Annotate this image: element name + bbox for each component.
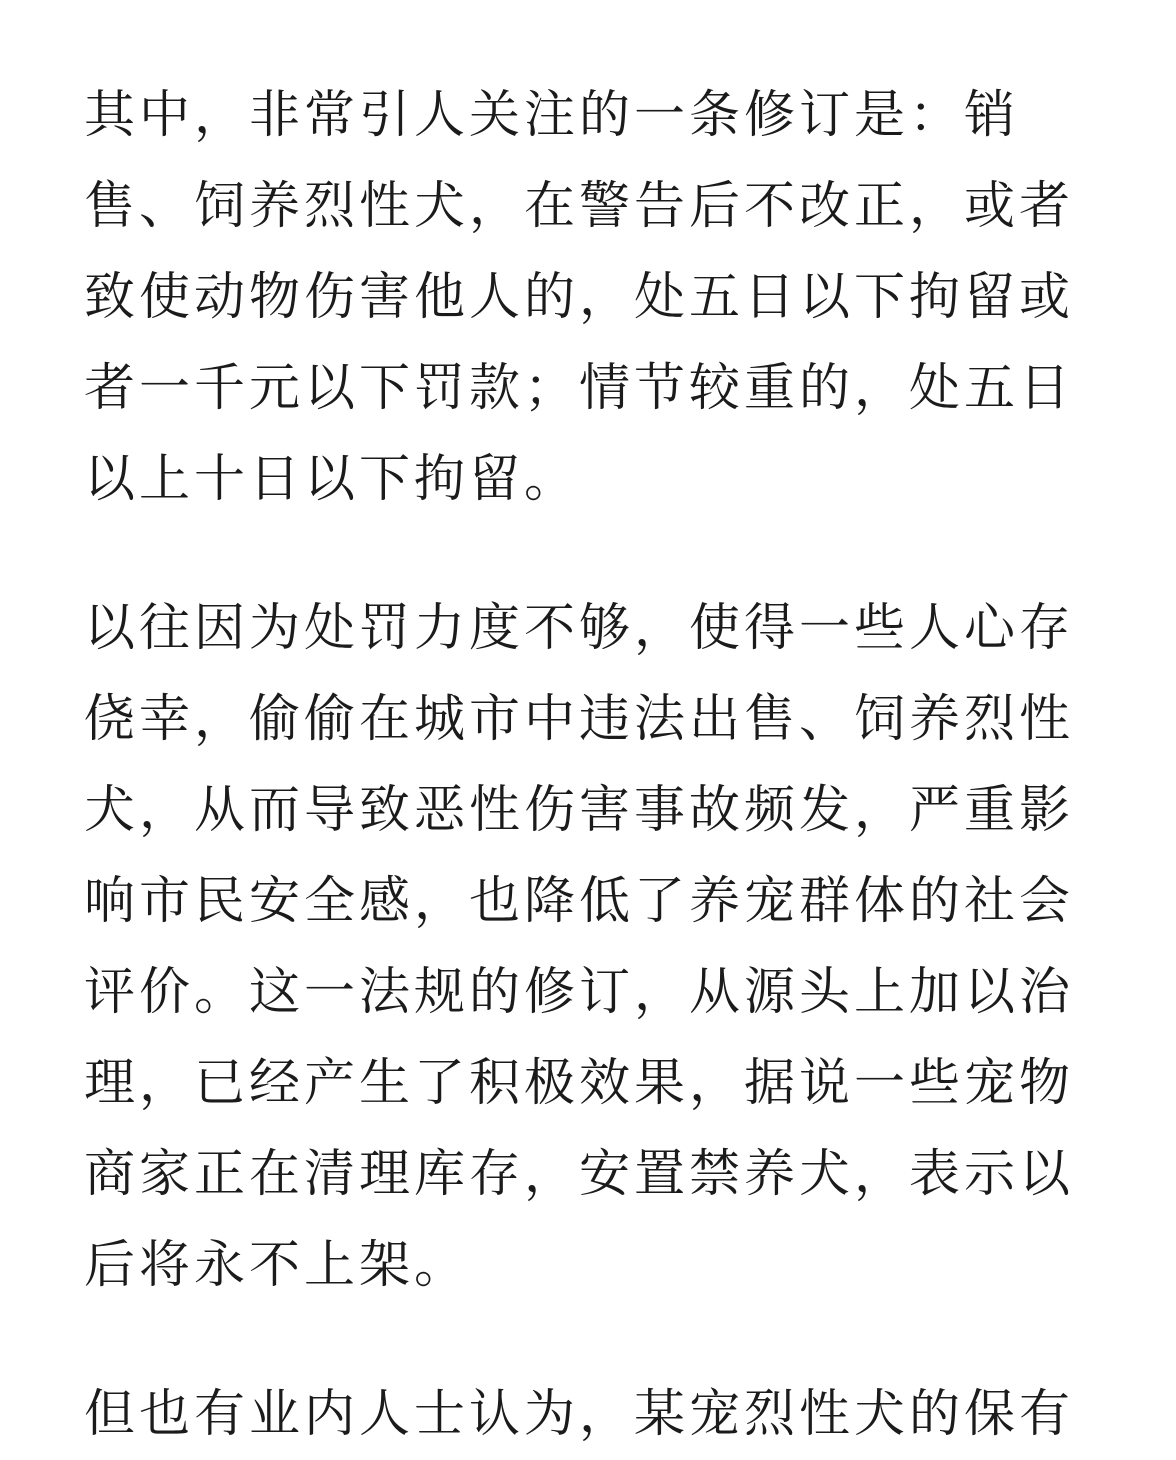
text-line: 响市民安全感，也降低了养宠群体的社会 xyxy=(84,872,1075,931)
text-line: 后将永不上架。 xyxy=(84,1236,470,1295)
article-paragraph-3 xyxy=(84,1369,1084,1460)
article-paragraph-1 xyxy=(84,70,1084,525)
text-line: 以上十日以下拘留。 xyxy=(84,450,580,509)
text-line: 但也有业内人士认为，某宠烈性犬的保有 xyxy=(84,1385,1075,1444)
text-line: 其中，非常引人关注的一条修订是：销 xyxy=(84,86,1020,145)
text-line: 致使动物伤害他人的，处五日以下拘留或 xyxy=(84,268,1075,327)
article-body xyxy=(84,70,1084,1460)
text-line: 犬，从而导致恶性伤害事故频发，严重影 xyxy=(84,781,1075,840)
article-paragraph-2 xyxy=(84,583,1084,1311)
text-line: 评价。这一法规的修订，从源头上加以治 xyxy=(84,963,1075,1022)
text-line: 商家正在清理库存，安置禁养犬，表示以 xyxy=(84,1145,1075,1204)
text-line: 以往因为处罚力度不够，使得一些人心存 xyxy=(84,599,1075,658)
text-line: 理，已经产生了积极效果，据说一些宠物 xyxy=(84,1054,1075,1113)
text-line: 者一千元以下罚款；情节较重的，处五日 xyxy=(84,359,1075,418)
text-line: 侥幸，偷偷在城市中违法出售、饲养烈性 xyxy=(84,690,1075,749)
text-line: 售、饲养烈性犬，在警告后不改正，或者 xyxy=(84,177,1075,236)
